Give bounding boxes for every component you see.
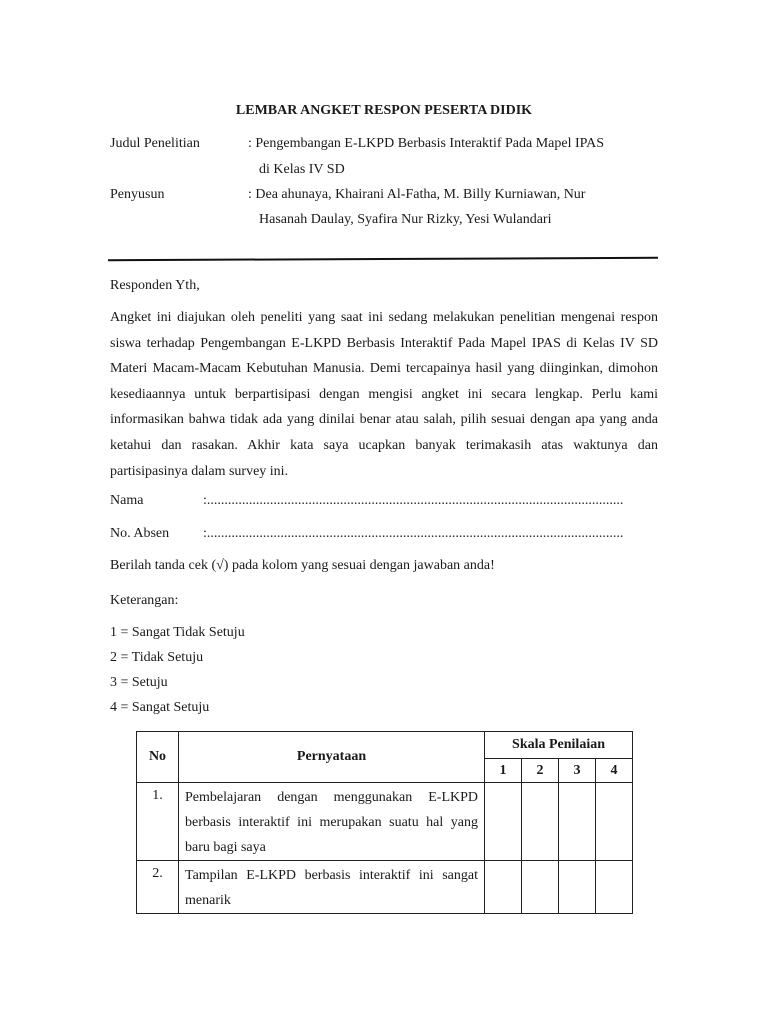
scale-item-1: 1 = Sangat Tidak Setuju <box>110 625 245 640</box>
judul-label: Judul Penelitian <box>110 136 200 151</box>
absen-label: No. Absen <box>110 526 170 541</box>
row-statement: Tampilan E-LKPD berbasis interaktif ini sangat menarik <box>179 861 485 914</box>
row-number: 2. <box>137 861 179 914</box>
judul-value-line2: di Kelas IV SD <box>259 162 345 177</box>
header-scale-4: 4 <box>596 759 633 783</box>
penyusun-value-line1: : Dea ahunaya, Khairani Al-Fatha, M. Billy Kurniawan, Nur <box>248 187 586 202</box>
nama-field[interactable]: :....................................................................................................................... <box>203 493 624 508</box>
header-scale-3: 3 <box>559 759 596 783</box>
survey-table <box>136 731 633 914</box>
row-number: 1. <box>137 783 179 861</box>
answer-cell-2[interactable] <box>522 783 559 861</box>
answer-cell-1[interactable] <box>485 783 522 861</box>
keterangan-label: Keterangan: <box>110 593 179 608</box>
absen-field[interactable]: :....................................................................................................................... <box>203 526 624 541</box>
salutation: Responden Yth, <box>110 278 200 293</box>
header-scale-1: 1 <box>485 759 522 783</box>
judul-value-line1: : Pengembangan E-LKPD Berbasis Interaktif Pada Mapel IPAS <box>248 136 605 151</box>
header-statement: Pernyataan <box>179 732 485 783</box>
instruction-text: Berilah tanda cek (√) pada kolom yang sesuai dengan jawaban anda! <box>110 558 495 573</box>
header-no: No <box>137 732 179 783</box>
table-row <box>137 861 633 914</box>
nama-label: Nama <box>110 493 144 508</box>
scale-item-4: 4 = Sangat Setuju <box>110 700 210 715</box>
penyusun-label: Penyusun <box>110 187 165 202</box>
intro-paragraph: Angket ini diajukan oleh peneliti yang saat ini sedang melakukan penelitian mengenai respon siswa terhadap Pengembangan E-LKPD Berbasis Interaktif Pada Mapel IPAS di Kelas IV SD Materi Macam-Macam Kebutuhan Manusia. Demi tercapainya hasil yang diinginkan, dimohon kesediaannya untuk berpartisipasi dengan mengisi angket ini secara lengkap. Perlu kami informasikan bahwa tidak ada yang dinilai benar atau salah, pilih sesuai dengan apa yang anda ketahui dan rasakan. Akhir kata saya ucapkan banyak terimakasih atas waktunya dan partisipasinya dalam survey ini. <box>110 310 658 479</box>
table-row <box>137 783 633 861</box>
answer-cell-3[interactable] <box>559 861 596 914</box>
answer-cell-4[interactable] <box>596 783 633 861</box>
scale-item-3: 3 = Setuju <box>110 675 168 690</box>
header-divider <box>108 257 658 261</box>
scale-item-2: 2 = Tidak Setuju <box>110 650 204 665</box>
answer-cell-2[interactable] <box>522 861 559 914</box>
penyusun-value-line2: Hasanah Daulay, Syafira Nur Rizky, Yesi Wulandari <box>259 212 552 227</box>
header-scale: Skala Penilaian <box>485 732 633 759</box>
answer-cell-4[interactable] <box>596 861 633 914</box>
answer-cell-3[interactable] <box>559 783 596 861</box>
document-title: LEMBAR ANGKET RESPON PESERTA DIDIK <box>235 103 533 118</box>
header-scale-2: 2 <box>522 759 559 783</box>
row-statement: Pembelajaran dengan menggunakan E-LKPD berbasis interaktif ini merupakan suatu hal yang baru bagi saya <box>179 783 485 861</box>
answer-cell-1[interactable] <box>485 861 522 914</box>
